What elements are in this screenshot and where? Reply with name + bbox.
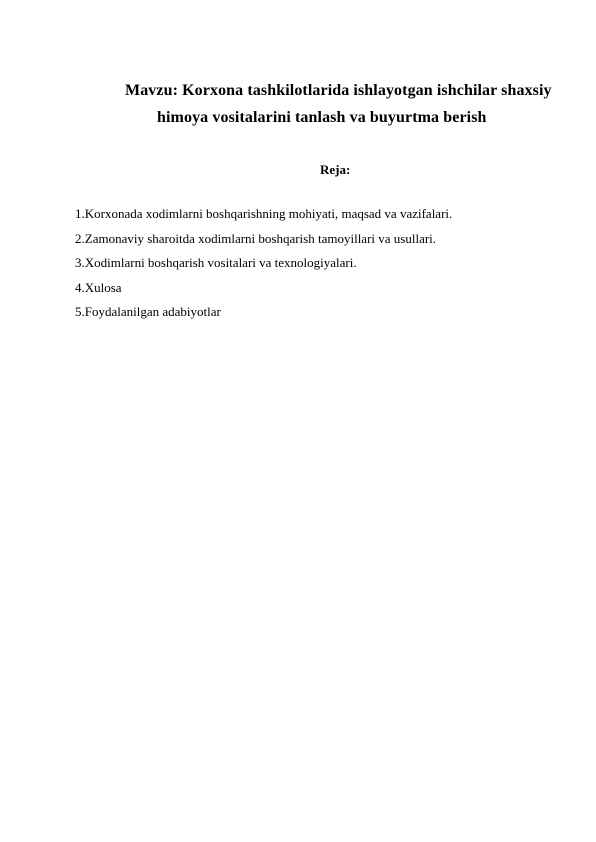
document-title-line-1: Mavzu: Korxona tashkilotlarida ishlayotgan ishchilar shaxsiy	[125, 82, 552, 99]
plan-item: 1.Korxonada xodimlarni boshqarishning mohiyati, maqsad va vazifalari.	[75, 206, 453, 221]
plan-heading: Reja:	[320, 162, 351, 177]
plan-item: 3.Xodimlarni boshqarish vositalari va texnologiyalari.	[75, 255, 357, 270]
document-title-line-2: himoya vositalarini tanlash va buyurtma berish	[157, 109, 487, 126]
plan-item: 4.Xulosa	[75, 279, 122, 295]
plan-list	[75, 206, 452, 329]
plan-item: 5.Foydalanilgan adabiyotlar	[75, 304, 221, 319]
plan-item: 2.Zamonaviy sharoitda xodimlarni boshqarish tamoyillari va usullari.	[75, 230, 437, 246]
